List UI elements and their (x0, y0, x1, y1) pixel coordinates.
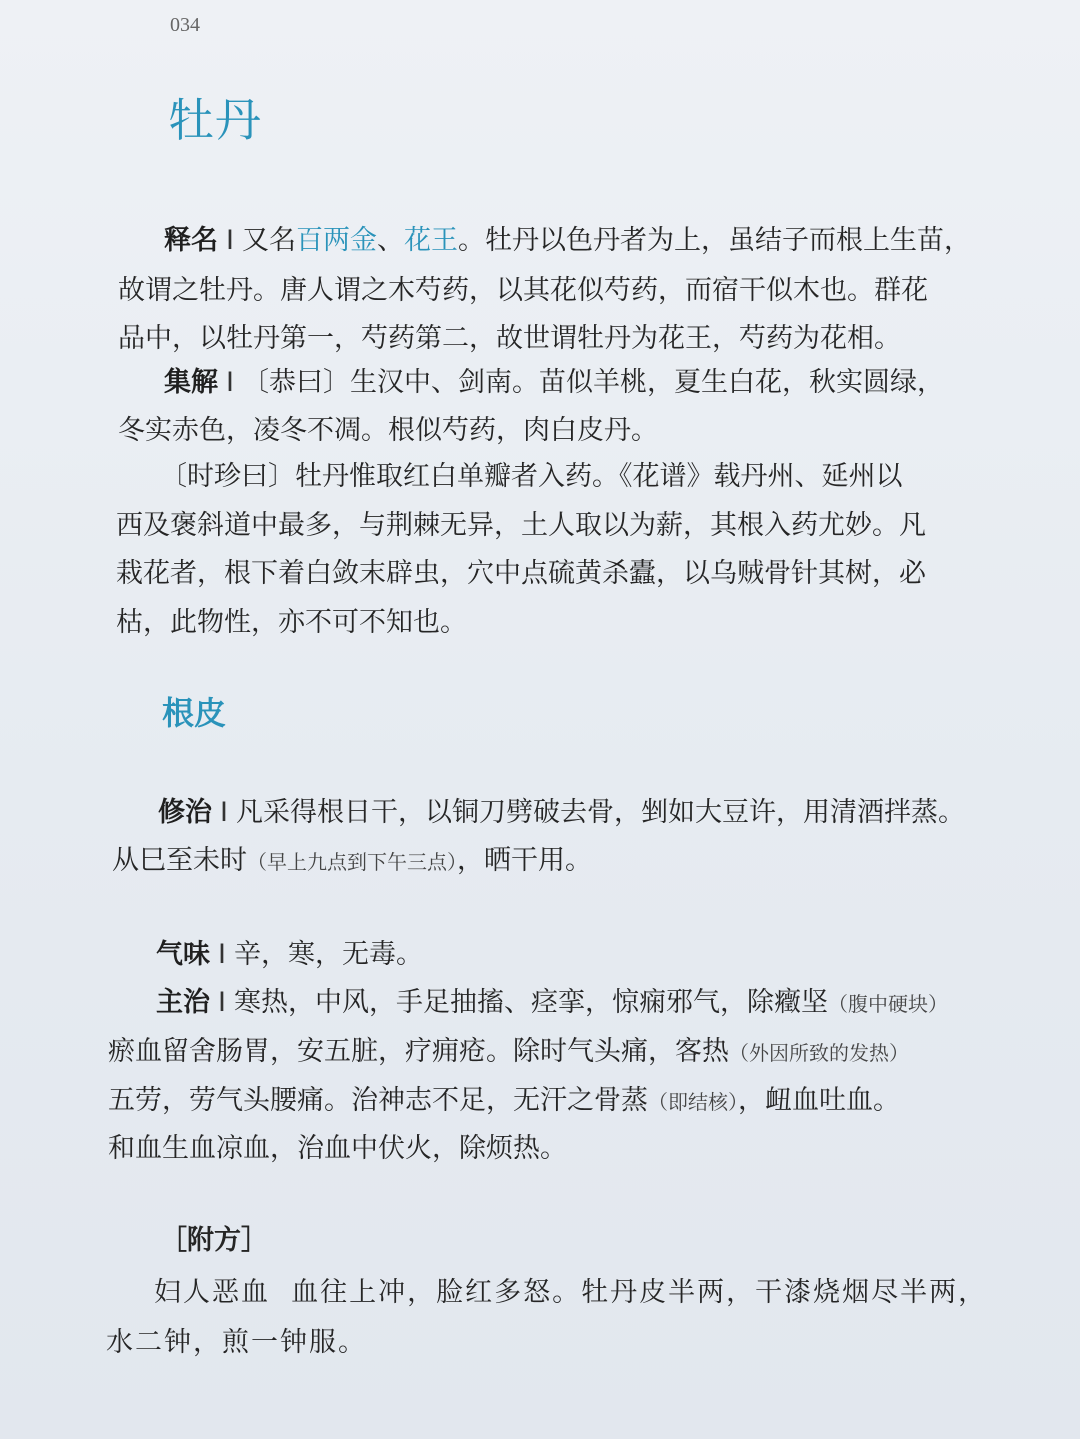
shiming-label: 释名 (164, 225, 218, 256)
fufang-line-1 (154, 1270, 987, 1309)
zhuzhi-separator: I (218, 987, 226, 1018)
zhuzhi-text-1: 寒热，中风，手足抽搐、痉挛，惊痫邪气，除癥坚 (233, 987, 828, 1018)
zhuzhi-text-3b: ，衄血吐血。 (738, 1085, 900, 1116)
shiming-line-2: 故谓之牡丹。唐人谓之木芍药，以其花似芍药，而宿干似木也。群花 (118, 275, 928, 306)
xiuzhi-text-2a: 从巳至未时 (112, 845, 247, 876)
zhuzhi-note-3: （即结核） (648, 1090, 738, 1114)
zhuzhi-text-2: 瘀血留舍肠胃，安五脏，疗痈疮。除时气头痛，客热 (108, 1036, 729, 1067)
fufang-header: ［附方］ (160, 1225, 268, 1256)
zhuzhi-line-1 (156, 980, 948, 1019)
page-title: 牡丹 (168, 93, 262, 147)
fufang-line-2: 水二钟，煎一钟服。 (106, 1327, 367, 1358)
shiming-rest: 。牡丹以色丹者为上，虽结子而根上生苗， (457, 225, 971, 256)
jijie-line-2: 冬实赤色，凌冬不凋。根似芍药，肉白皮丹。 (118, 415, 658, 446)
fufang-label: 妇人恶血 (154, 1277, 270, 1308)
xiuzhi-separator: I (220, 797, 228, 828)
zhuzhi-note-2: （外因所致的发热） (729, 1041, 909, 1065)
page-number: 034 (170, 14, 200, 36)
fufang-text-1: 血往上冲，脸红多怒。牡丹皮半两，干漆烧烟尽半两， (291, 1277, 988, 1308)
qiwei-text: 辛，寒，无毒。 (233, 939, 423, 970)
shiming-dot: 、 (376, 225, 404, 256)
jijie-line-5: 栽花者，根下着白敛末辟虫，穴中点硫黄杀蠹，以乌贼骨针其树，必 (116, 558, 926, 589)
shiming-pre: 又名 (241, 225, 296, 256)
jijie-line-3: 〔时珍曰〕牡丹惟取红白单瓣者入药。《花谱》载丹州、延州以 (160, 461, 903, 492)
xiuzhi-text-1: 凡采得根日干，以铜刀劈破去骨，剉如大豆许，用清酒拌蒸。 (235, 797, 965, 828)
jijie-line-4: 西及褒斜道中最多，与荆棘无异，土人取以为薪，其根入药尤妙。凡 (116, 510, 926, 541)
xiuzhi-note: （早上九点到下午三点） (247, 850, 457, 874)
jijie-separator: I (226, 367, 234, 398)
shiming-line-3: 品中，以牡丹第一，芍药第二，故世谓牡丹为花王，芍药为花相。 (118, 323, 901, 354)
qiwei-line (156, 932, 423, 971)
jijie-line-6: 枯，此物性，亦不可不知也。 (116, 607, 467, 638)
qiwei-separator: I (218, 939, 226, 970)
xiuzhi-line-1 (158, 790, 965, 829)
jijie-line-1 (164, 360, 944, 399)
shiming-separator: I (226, 225, 234, 256)
zhuzhi-line-3 (108, 1078, 900, 1117)
zhuzhi-note-1: （腹中硬块） (827, 992, 948, 1016)
jijie-label: 集解 (164, 367, 218, 398)
shiming-line-1 (164, 218, 971, 257)
zhuzhi-text-3a: 五劳，劳气头腰痛。治神志不足，无汗之骨蒸 (108, 1085, 648, 1116)
xiuzhi-label: 修治 (158, 797, 212, 828)
section-title: 根皮 (162, 694, 227, 732)
xiuzhi-text-2b: ，晒干用。 (457, 845, 592, 876)
jijie-text-1: 〔恭曰〕生汉中、剑南。苗似羊桃，夏生白花，秋实圆绿， (241, 367, 944, 398)
qiwei-label: 气味 (156, 939, 210, 970)
shiming-alias-1: 百两金 (295, 225, 377, 256)
zhuzhi-label: 主治 (156, 987, 210, 1018)
shiming-alias-2: 花王 (403, 225, 458, 256)
xiuzhi-line-2 (112, 838, 592, 877)
zhuzhi-line-4: 和血生血凉血，治血中伏火，除烦热。 (108, 1133, 567, 1164)
zhuzhi-line-2 (108, 1029, 909, 1068)
